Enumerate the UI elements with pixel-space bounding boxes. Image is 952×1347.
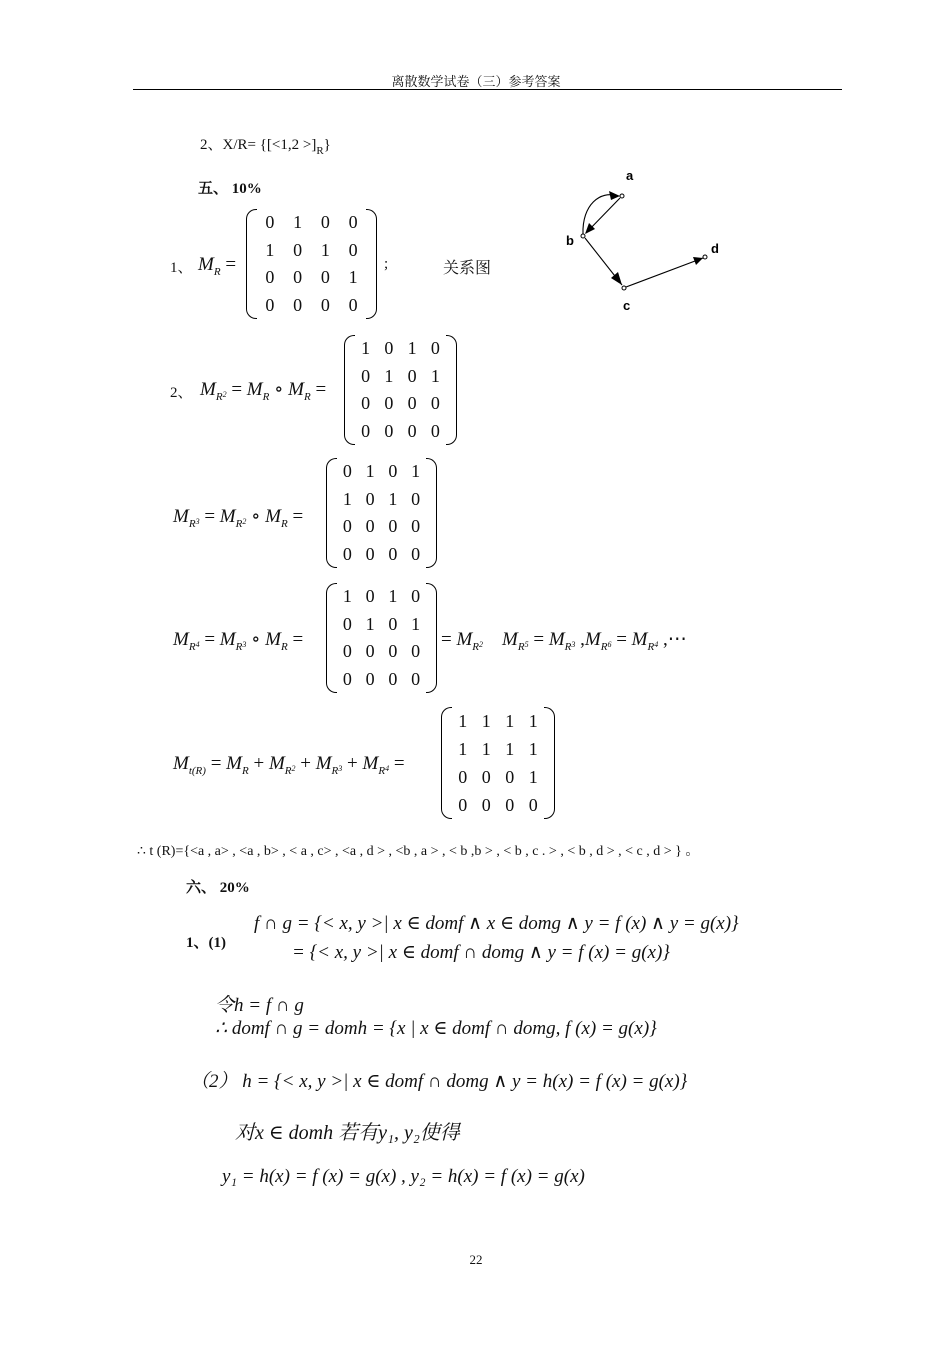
matrix-cell: 0 — [388, 613, 398, 634]
header-rule — [133, 89, 842, 90]
y-equalities: y₁ = h(x) = f (x) = g(x) , y₂ = h(x) = f (x) = g(x) — [222, 1166, 585, 1187]
MR2-label: $M_{R^2} = M_R$ ∘ $M_R$ = — [200, 379, 327, 403]
matrix-cell: 0 — [365, 668, 375, 689]
matrix-cell: 1 — [365, 461, 375, 482]
matrix-cell: 0 — [388, 641, 398, 662]
matrix-cell: 0 — [384, 393, 394, 414]
matrix-cell: 0 — [293, 294, 303, 315]
matrix-cell: 1 — [342, 586, 352, 607]
matrix-cell: 0 — [348, 294, 358, 315]
MR4-label: $M_{R^4} = M_{R^3}$ ∘ $M_R$ = — [173, 629, 304, 653]
matrix-cell: 0 — [411, 488, 421, 509]
matrix-cell: 1 — [481, 738, 491, 759]
matrix-cell: 0 — [265, 267, 275, 288]
matrix-cell: 0 — [365, 586, 375, 607]
matrix-cell: 0 — [407, 420, 417, 441]
node-label-d: d — [711, 241, 719, 256]
page-header-title: 离散数学试卷（三）参考答案 — [391, 74, 561, 89]
matrix-cell: 0 — [411, 668, 421, 689]
matrix-cell: 1 — [384, 365, 394, 386]
matrix-cell: 0 — [411, 586, 421, 607]
relation-graph-label: 关系图 — [443, 258, 492, 277]
intersection-simplified: = {< x, y >| x ∈ domf ∩ domg ∧ y = f (x) = g(x)} — [292, 942, 670, 963]
section-6-title: 六、 20% — [186, 880, 250, 896]
matrix-cell: 1 — [342, 488, 352, 509]
let-h-definition: 令h = f ∩ g — [215, 995, 304, 1016]
matrix-cell: 1 — [361, 338, 371, 359]
matrix-cell: 0 — [342, 613, 352, 634]
matrix-cell: 0 — [365, 543, 375, 564]
node-label-b: b — [566, 233, 574, 248]
matrix-cell: 0 — [320, 212, 330, 233]
quotient-set-line — [200, 133, 331, 157]
node-label-a: a — [626, 168, 634, 183]
matrix-MtR — [441, 707, 555, 819]
matrix-cell: 0 — [388, 668, 398, 689]
edge-c-d — [626, 258, 703, 287]
node-a — [620, 194, 624, 198]
quotient-set-text: 2、X/R= {[<1,2 >] — [200, 137, 317, 153]
arrow-b-a — [609, 191, 620, 200]
matrix-cell: 1 — [411, 461, 421, 482]
matrix-cell: 0 — [361, 420, 371, 441]
for-x-in-domh: 对x ∈ domh 若有y₁, y₂使得 — [235, 1122, 460, 1144]
matrix-cell: 0 — [458, 766, 468, 787]
matrix-cell: 0 — [361, 365, 371, 386]
section-5-title: 五、 10% — [198, 181, 262, 197]
matrix-cell: 0 — [411, 543, 421, 564]
matrix-cell: 0 — [407, 365, 417, 386]
matrix-cell: 0 — [365, 488, 375, 509]
matrix-cell: 1 — [528, 710, 538, 731]
item-1-label: 1、 — [170, 260, 193, 276]
matrix-cell: 1 — [481, 710, 491, 731]
matrix-MR3 — [326, 458, 437, 568]
matrix-cell: 0 — [505, 766, 515, 787]
matrix-cell: 0 — [342, 641, 352, 662]
matrix-cell: 1 — [388, 586, 398, 607]
intersection-definition: f ∩ g = {< x, y >| x ∈ domf ∧ x ∈ domg ∧ y = f (x) ∧ y = g(x)} — [254, 913, 739, 934]
node-label-c: c — [623, 298, 631, 313]
matrix-cell: 0 — [505, 794, 515, 815]
matrix-cell: 0 — [430, 338, 440, 359]
matrix-cell: 0 — [293, 267, 303, 288]
item-2-label: 2、 — [170, 385, 193, 401]
matrix-cell: 0 — [293, 239, 303, 260]
matrix-cell: 1 — [458, 738, 468, 759]
matrix-cell: 1 — [365, 613, 375, 634]
node-d — [703, 255, 707, 259]
matrix-cell: 0 — [365, 641, 375, 662]
matrix-cell: 1 — [320, 239, 330, 260]
node-b — [581, 234, 585, 238]
matrix-cell: 0 — [481, 794, 491, 815]
matrix-MR4 — [326, 583, 437, 693]
matrix-cell: 0 — [348, 239, 358, 260]
matrix-cell: 1 — [430, 365, 440, 386]
matrix-cell: 0 — [265, 294, 275, 315]
matrix-cell: 1 — [388, 488, 398, 509]
quotient-set-end: } — [323, 137, 331, 153]
matrix-cell: 0 — [411, 516, 421, 537]
node-c — [622, 286, 626, 290]
matrix-cell: 0 — [342, 516, 352, 537]
matrix-cell: 0 — [342, 543, 352, 564]
MtR-label: $M_{t(R)} = M_R + M_{R^2} + M_{R^3} + M_{R^4}$ = — [173, 753, 405, 777]
matrix-cell: 1 — [505, 710, 515, 731]
matrix-cell: 0 — [430, 393, 440, 414]
matrix-cell: 1 — [528, 738, 538, 759]
matrix-cell: 0 — [365, 516, 375, 537]
matrix-cell: 1 — [411, 613, 421, 634]
matrix-cell: 0 — [430, 420, 440, 441]
matrix-cell: 0 — [458, 794, 468, 815]
item-2-h-definition: （2） h = {< x, y >| x ∈ domf ∩ domg ∧ y = h(x) = f (x) = g(x)} — [190, 1071, 688, 1092]
page-number: 22 — [469, 1252, 483, 1267]
matrix-cell: 0 — [342, 461, 352, 482]
matrix-MR2 — [344, 335, 457, 445]
matrix-cell: 1 — [407, 338, 417, 359]
matrix-cell: 0 — [388, 543, 398, 564]
transitive-closure-set: ∴ t (R)={<a , a> , <a , b> , < a , c> , <a , d > , <b , a > , < b ,b > , < b , c . > , < b , d > , < c , d > } 。 — [137, 844, 700, 859]
matrix-cell: 0 — [528, 794, 538, 815]
MR-label: $M_R$ = — [198, 254, 237, 278]
item-1-1-label: 1、(1) — [186, 935, 226, 951]
matrix-cell: 0 — [481, 766, 491, 787]
matrix-cell: 0 — [384, 420, 394, 441]
matrix-cell: 0 — [361, 393, 371, 414]
MR4-equalities: = $M_{R^2}$ $M_{R^5} = M_{R^3}$ $,M_{R^6} = M_{R^4}$ ,⋯ — [441, 629, 687, 653]
arrow-c-d — [693, 257, 703, 265]
semicolon: ; — [384, 256, 389, 272]
matrix-cell: 0 — [384, 338, 394, 359]
matrix-cell: 0 — [407, 393, 417, 414]
matrix-cell: 1 — [458, 710, 468, 731]
matrix-cell: 0 — [320, 294, 330, 315]
matrix-cell: 0 — [348, 212, 358, 233]
matrix-cell: 1 — [293, 212, 303, 233]
domain-equality: ∴ domf ∩ g = domh = {x | x ∈ domf ∩ domg, f (x) = g(x)} — [215, 1018, 657, 1039]
matrix-cell: 0 — [320, 267, 330, 288]
matrix-cell: 0 — [265, 212, 275, 233]
MR3-label: $M_{R^3} = M_{R^2}$ ∘ $M_R$ = — [173, 506, 304, 530]
matrix-cell: 0 — [388, 461, 398, 482]
matrix-cell: 0 — [342, 668, 352, 689]
relation-graph — [560, 165, 730, 315]
matrix-cell: 0 — [388, 516, 398, 537]
quotient-set-subscript: R — [316, 145, 324, 157]
matrix-cell: 1 — [265, 239, 275, 260]
matrix-cell: 1 — [528, 766, 538, 787]
matrix-cell: 1 — [348, 267, 358, 288]
matrix-cell: 0 — [411, 641, 421, 662]
matrix-cell: 1 — [505, 738, 515, 759]
matrix-MR — [246, 209, 377, 319]
